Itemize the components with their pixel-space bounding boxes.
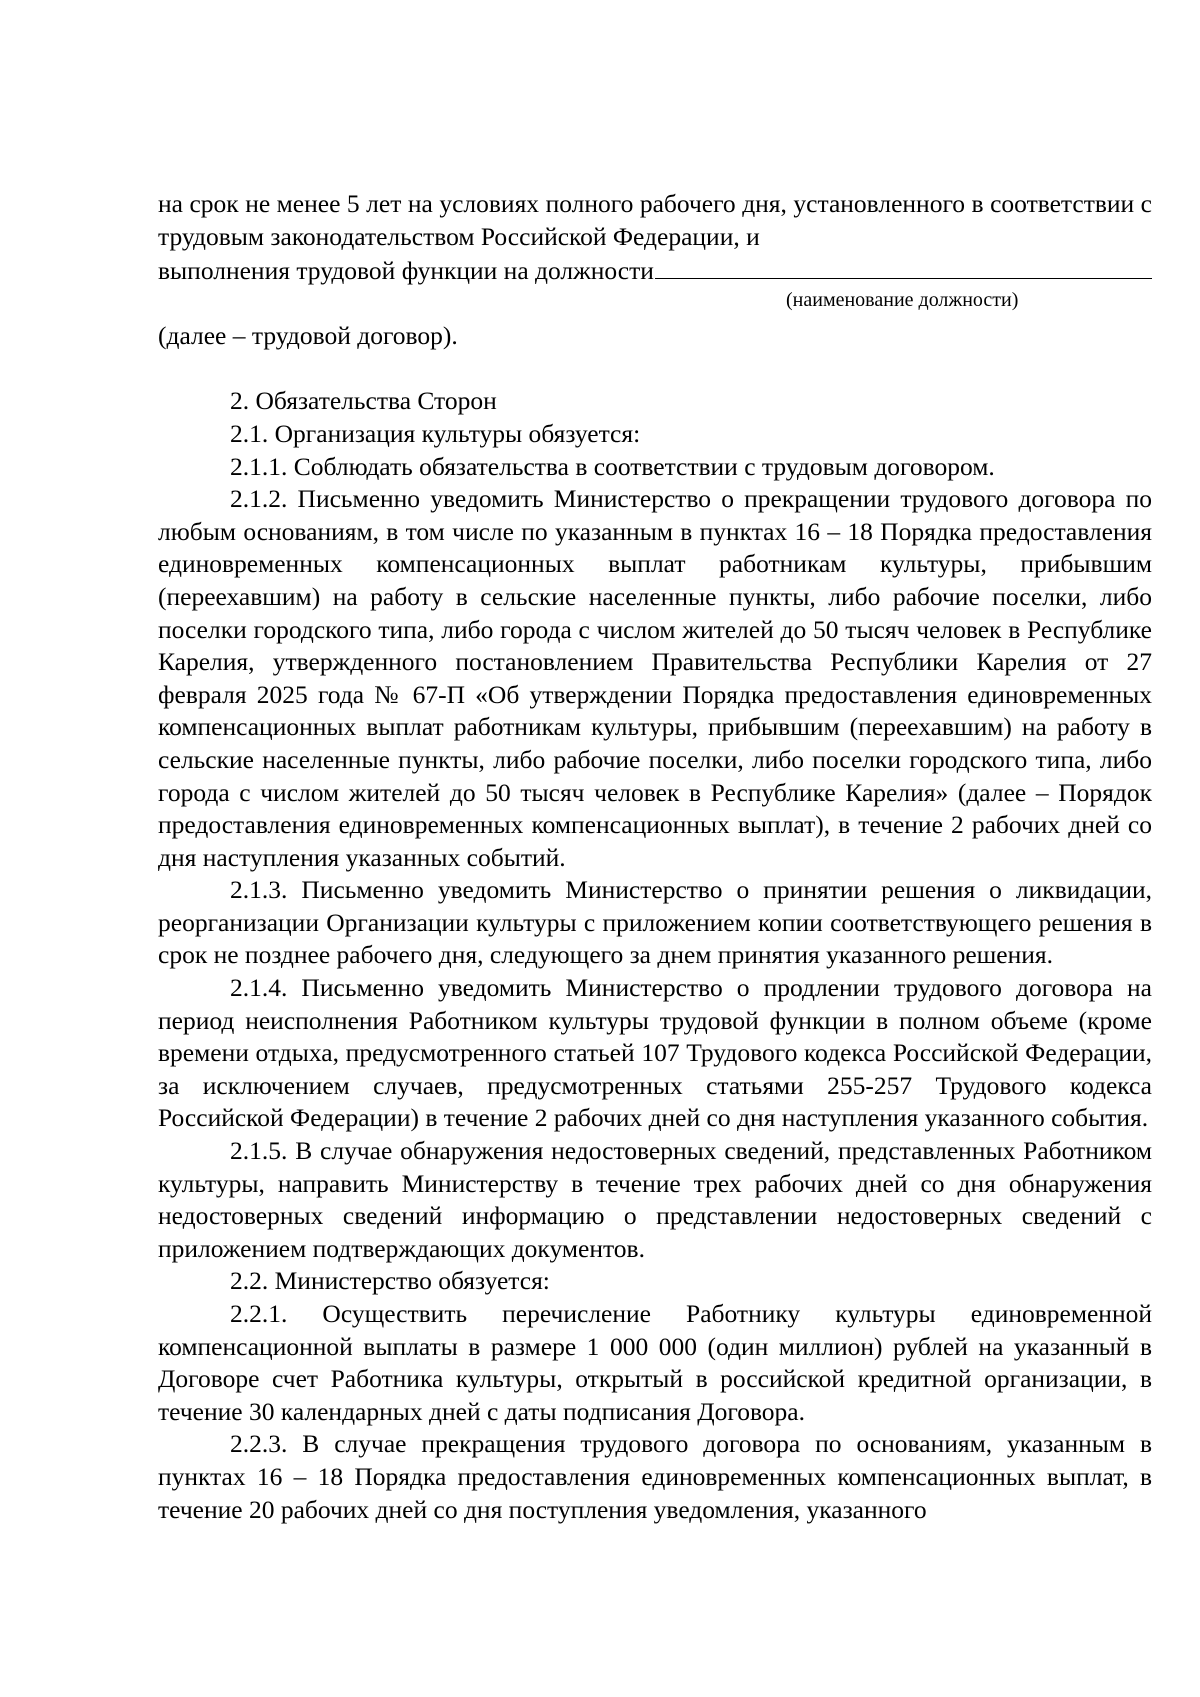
paragraph-2-1-3: 2.1.3. Письменно уведомить Министерство о принятии решения о ликвидации, реорганизации Организации культуры с приложением копии соответствующего решения в срок не позднее рабочего дня, следующего за днем принятия указанного решения. bbox=[158, 875, 1152, 970]
section-title: 2. Обязательства Сторон bbox=[230, 386, 497, 416]
position-caption: (наименование должности) bbox=[786, 288, 1019, 311]
paragraph-2-2-3: 2.2.3. В случае прекращения трудового договора по основаниям, указанным в пунктах 16 – 18 Порядка предоставления единовременных компенсационных выплат, в течение 20 рабочих дней со дня поступления уведомления, указанного bbox=[158, 1429, 1152, 1524]
intro-after: (далее – трудовой договор). bbox=[158, 320, 458, 350]
paragraph-2-1: 2.1. Организация культуры обязуется: bbox=[230, 418, 641, 448]
position-line bbox=[158, 253, 1152, 288]
position-prefix: выполнения трудовой функции на должности bbox=[158, 256, 654, 286]
intro-paragraph: на срок не менее 5 лет на условиях полного рабочего дня, установленного в соответствии с трудовым законодательством Российской Федерации, и bbox=[158, 189, 1152, 251]
position-blank-field[interactable] bbox=[655, 253, 1152, 279]
paragraph-2-1-1: 2.1.1. Соблюдать обязательства в соответствии с трудовым договором. bbox=[230, 451, 995, 481]
paragraph-2-2: 2.2. Министерство обязуется: bbox=[230, 1266, 550, 1296]
paragraph-2-1-5: 2.1.5. В случае обнаружения недостоверных сведений, представленных Работником культуры, направить Министерству в течение трех рабочих дней со дня обнаружения недостоверных сведений информацию о представлении недостоверных сведений с приложением подтверждающих документов. bbox=[158, 1136, 1152, 1263]
document-body bbox=[158, 188, 1152, 1526]
paragraph-2-1-2: 2.1.2. Письменно уведомить Министерство о прекращении трудового договора по любым основаниям, в том числе по указанным в пунктах 16 – 18 Порядка предоставления единовременных компенсационных выплат работникам культуры, прибывшим (переехавшим) на работу в сельские населенные пункты, либо рабочие поселки, либо поселки городского типа, либо города с числом жителей до 50 тысяч человек в Республике Карелия, утвержденного постановлением Правительства Республики Карелия от 27 февраля 2025 года № 67-П «Об утверждении Порядка предоставления единовременных компенсационных выплат работникам культуры, прибывшим (переехавшим) на работу в сельские населенные пункты, либо рабочие поселки, либо поселки городского типа, либо города с числом жителей до 50 тысяч человек в Республике Карелия» (далее – Порядок предоставления единовременных компенсационных выплат), в течение 2 рабочих дней со дня наступления указанных событий. bbox=[158, 484, 1152, 872]
paragraph-2-1-4: 2.1.4. Письменно уведомить Министерство о продлении трудового договора на период неисполнения Работником культуры трудовой функции в полном объеме (кроме времени отдыха, предусмотренного статьей 107 Трудового кодекса Российской Федерации, за исключением случаев, предусмотренных статьями 255-257 Трудового кодекса Российской Федерации) в течение 2 рабочих дней со дня наступления указанного события. bbox=[158, 973, 1152, 1133]
paragraph-2-2-1: 2.2.1. Осуществить перечисление Работнику культуры единовременной компенсационной выплаты в размере 1 000 000 (один миллион) рублей на указанный в Договоре счет Работника культуры, открытый в российской кредитной организации, в течение 30 календарных дней с даты подписания Договора. bbox=[158, 1299, 1152, 1426]
